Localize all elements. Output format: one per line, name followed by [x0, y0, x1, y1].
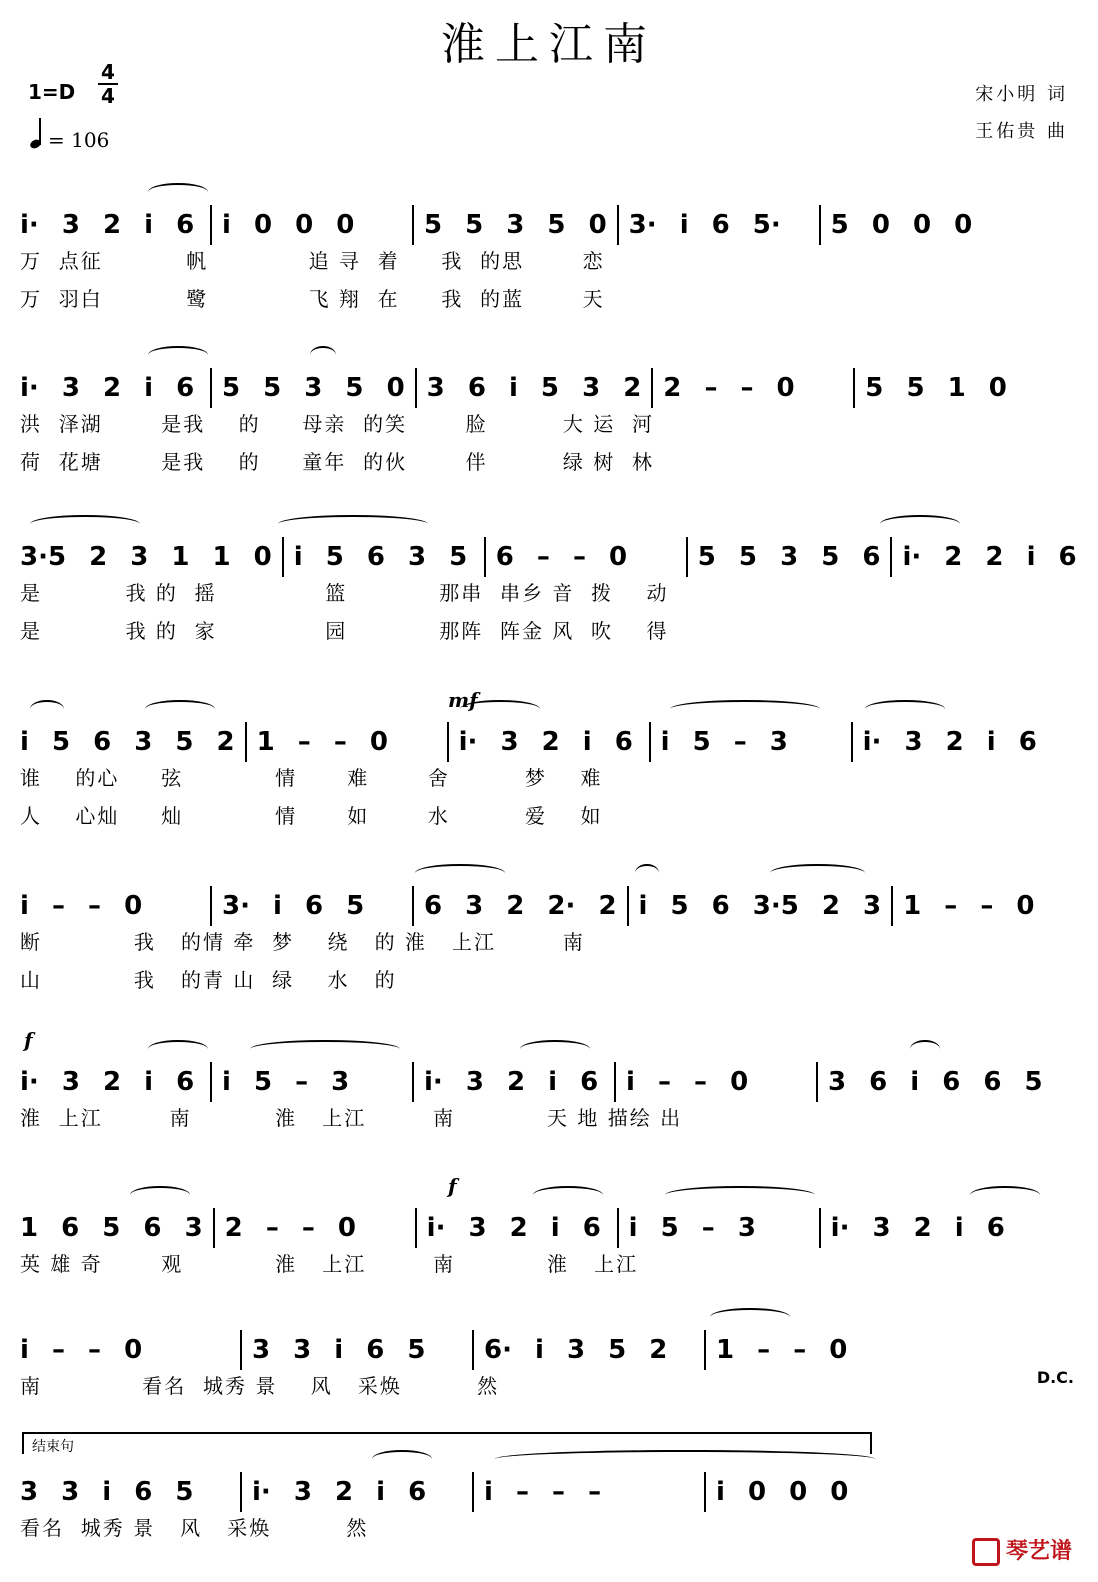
time-signature: [98, 62, 118, 106]
measure: 1 – – 0: [256, 726, 388, 757]
ending-bracket: [22, 1432, 872, 1454]
lyric-verse-1: 洪 泽湖 是我 的 母亲 的笑 脸 大 运 河: [20, 412, 654, 436]
score-line: [20, 205, 1074, 315]
measure: i 5 6 3 5 2: [20, 726, 235, 757]
slur: [30, 700, 64, 718]
measure: i 0 0 0: [222, 209, 355, 240]
barline: [210, 368, 212, 408]
watermark-text: 琴艺谱: [1005, 1539, 1072, 1564]
slur: [520, 1040, 590, 1058]
lyric-verse-2: 人 心灿 灿 情 如 水 爱 如: [20, 804, 603, 828]
slur: [970, 1186, 1040, 1204]
barline: [412, 1062, 414, 1102]
measure: 3· i 6 5: [222, 890, 365, 921]
barline: [651, 368, 653, 408]
barline: [210, 886, 212, 926]
tempo-value: = 106: [48, 128, 110, 152]
lyric-verse-2: 万 羽白 鹭 飞 翔 在 我 的蓝 天: [20, 287, 605, 311]
slur: [910, 1040, 940, 1058]
measure: i 5 – 3: [660, 726, 788, 757]
song-title: 淮上江南: [441, 19, 657, 70]
measure: i· 3 2 i 6: [458, 726, 633, 757]
measure: i· 3 2 i 6: [20, 372, 195, 403]
note-row: [20, 1208, 1011, 1243]
measure: i· 3 2 i 6: [252, 1476, 427, 1507]
barline: [240, 1330, 242, 1370]
ending-label: 结束句: [32, 1439, 74, 1455]
measure: i· 3 2 i 6: [830, 1212, 1005, 1243]
measure: 1 – – 0: [903, 890, 1035, 921]
slur: [665, 1186, 815, 1204]
key-signature: 1=D: [28, 80, 76, 104]
score-line: [20, 1028, 1074, 1172]
measure: i 5 6 3·5 2 3: [638, 890, 882, 921]
barline: [282, 537, 284, 577]
barline: [649, 722, 651, 762]
slur: [415, 864, 505, 882]
time-signature-top: 4: [101, 60, 115, 84]
barline: [686, 537, 688, 577]
score-line: [20, 368, 1074, 478]
barline: [240, 1472, 242, 1512]
slur: [865, 700, 945, 718]
measure: 5 5 3 5 0: [222, 372, 405, 403]
barline: [617, 1208, 619, 1248]
measure: i 0 0 0: [716, 1476, 849, 1507]
note-row: [20, 722, 1043, 757]
barline: [819, 205, 821, 245]
slur: [310, 346, 336, 364]
slur: [710, 1308, 790, 1326]
lyric-verse-1: 看名 城秀 景 风 采焕 然: [20, 1516, 369, 1540]
barline: [213, 1208, 215, 1248]
note-row: [20, 886, 1083, 921]
barline: [210, 205, 212, 245]
slur: [148, 1040, 208, 1058]
measure: 1 – – 0: [716, 1334, 848, 1365]
measure: i – – –: [484, 1476, 602, 1507]
measure: 2 – – 0: [224, 1212, 357, 1243]
dc-marking: D.C.: [1036, 1368, 1074, 1387]
barline: [890, 537, 892, 577]
composer-credit: 王佑贵 曲: [975, 121, 1068, 142]
measure: i 5 – 3: [222, 1066, 350, 1097]
barline: [627, 886, 629, 926]
lyric-verse-2: 荷 花塘 是我 的 童年 的伙 伴 绿 树 林: [20, 450, 654, 474]
score-line: [20, 886, 1074, 996]
measure: 1 6 5 6 3: [20, 1212, 203, 1243]
barline: [891, 886, 893, 926]
slur: [533, 1186, 603, 1204]
barline: [447, 722, 449, 762]
lyric-verse-1: 是 我 的 摇 篮 那串 串乡 音 拨 动: [20, 581, 669, 605]
slur: [670, 700, 820, 718]
logo-mark-icon: [972, 1538, 1000, 1566]
measure: 6· i 3 5 2: [484, 1334, 668, 1365]
measure: 5 5 3 5 6: [697, 541, 881, 572]
score-line: [20, 1330, 1074, 1440]
score-line: [20, 688, 1074, 832]
lyric-verse-2: 山 我 的青 山 绿 水 的: [20, 968, 397, 992]
score-line: [20, 1472, 1074, 1582]
lyric-verse-1: 淮 上江 南 淮 上江 南 天 地 描绘 出: [20, 1106, 683, 1130]
measure: i· 3 2 i 6: [20, 1066, 195, 1097]
measure: i· 2 2 i 6: [902, 541, 1077, 572]
score-line: [20, 1174, 1074, 1318]
slur: [30, 515, 140, 533]
barline: [704, 1330, 706, 1370]
measure: i· 3 2 i 6: [426, 1212, 601, 1243]
barline: [412, 205, 414, 245]
barline: [415, 1208, 417, 1248]
slur: [635, 864, 659, 882]
slur: [148, 183, 208, 201]
measure: 3·5 2 3 1 1 0: [20, 541, 272, 572]
watermark-logo: [972, 1534, 1072, 1566]
measure: 3 3 i 6 5: [252, 1334, 426, 1365]
barline: [617, 205, 619, 245]
slur: [250, 1040, 400, 1058]
measure: i· 3 2 i 6: [20, 209, 195, 240]
measure: i 5 6 3 5: [293, 541, 468, 572]
barline: [484, 537, 486, 577]
barline: [819, 1208, 821, 1248]
measure: 3 6 i 6 6 5: [828, 1066, 1043, 1097]
lyric-verse-1: 断 我 的情 牵 梦 绕 的 淮 上江 南: [20, 930, 585, 954]
barline: [412, 886, 414, 926]
time-signature-bottom: 4: [101, 84, 115, 108]
lyric-verse-1: 南 看名 城秀 景 风 采焕 然: [20, 1374, 500, 1398]
barline: [245, 722, 247, 762]
measure: i· 3 2 i 6: [424, 1066, 599, 1097]
measure: 5 5 3 5 0: [424, 209, 607, 240]
note-row: [20, 1062, 1043, 1097]
measure: 3 3 i 6 5: [20, 1476, 194, 1507]
slur: [130, 1186, 190, 1204]
note-row: [20, 205, 1011, 240]
lyric-verse-1: 万 点征 帆 追 寻 着 我 的思 恋: [20, 249, 605, 273]
measure: i – – 0: [626, 1066, 749, 1097]
slur: [145, 700, 215, 718]
barline: [816, 1062, 818, 1102]
measure: i – – 0: [20, 890, 143, 921]
note-row: [20, 1472, 926, 1507]
slur: [880, 515, 960, 533]
slur: [770, 864, 865, 882]
score-line: [20, 537, 1077, 647]
note-row: [20, 368, 1045, 403]
slur: [278, 515, 428, 533]
measure: 6 3 2 2· 2: [424, 890, 617, 921]
lyricist-credit: 宋小明 词: [975, 84, 1068, 105]
note-row: [20, 537, 1082, 572]
dynamic-marking: mf: [448, 688, 478, 712]
barline: [614, 1062, 616, 1102]
measure: i· 3 2 i 6: [862, 726, 1037, 757]
barline: [851, 722, 853, 762]
note-row: [20, 1330, 926, 1365]
lyric-verse-2: 是 我 的 家 园 那阵 阵金 风 吹 得: [20, 619, 669, 643]
dynamic-marking: f: [448, 1174, 457, 1198]
measure: i – – 0: [20, 1334, 143, 1365]
barline: [853, 368, 855, 408]
barline: [472, 1330, 474, 1370]
dynamic-marking: f: [24, 1028, 33, 1052]
barline: [415, 368, 417, 408]
lyric-verse-1: 英 雄 奇 观 淮 上江 南 淮 上江: [20, 1252, 639, 1276]
measure: i 5 – 3: [628, 1212, 756, 1243]
measure: 6 – – 0: [495, 541, 628, 572]
slur: [148, 346, 208, 364]
lyric-verse-1: 谁 的心 弦 情 难 舍 梦 难: [20, 766, 603, 790]
measure: 5 5 1 0: [865, 372, 1007, 403]
barline: [210, 1062, 212, 1102]
measure: 3 6 i 5 3 2: [426, 372, 642, 403]
measure: 3· i 6 5·: [628, 209, 781, 240]
measure: 5 0 0 0: [830, 209, 973, 240]
barline: [704, 1472, 706, 1512]
barline: [472, 1472, 474, 1512]
measure: 2 – – 0: [663, 372, 795, 403]
